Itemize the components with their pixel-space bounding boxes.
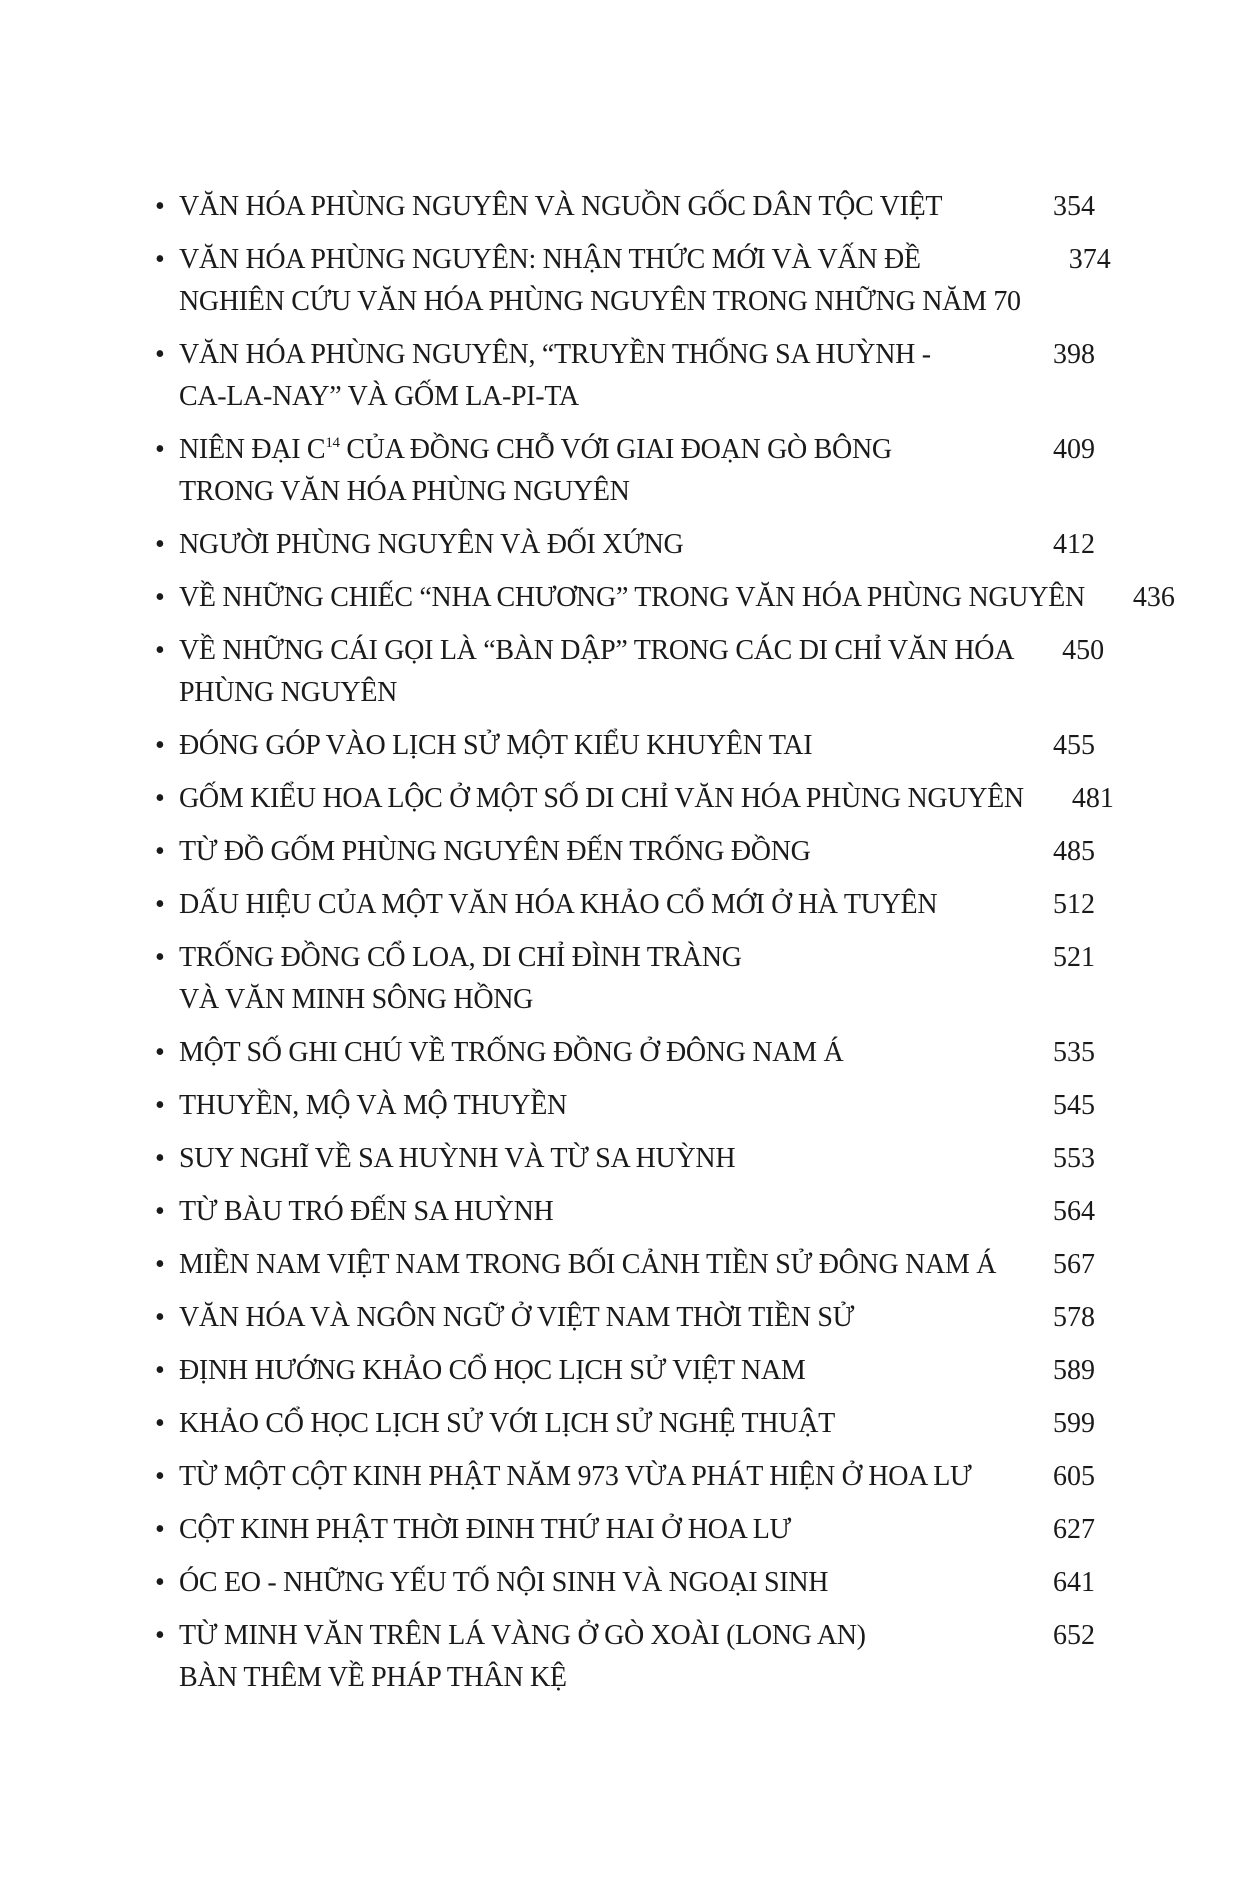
toc-entry-page-number: 553 [1053,1143,1095,1174]
bullet-icon: • [155,635,165,666]
toc-entry-title-line: KHẢO CỔ HỌC LỊCH SỬ VỚI LỊCH SỬ NGHỆ THUẬT [179,1408,835,1439]
toc-entry-page-number: 521 [1053,942,1095,973]
bullet-icon: • [155,836,165,867]
toc-entry [155,630,1105,714]
title-text: CỦA ĐỒNG CHỖ VỚI GIAI ĐOẠN GÒ BÔNG [339,434,892,465]
toc-entry-page-number: 409 [1053,434,1095,465]
bullet-icon: • [155,244,165,275]
bullet-icon: • [155,1408,165,1439]
toc-entry-title-line: BÀN THÊM VỀ PHÁP THÂN KỆ [179,1662,567,1693]
toc-entry-page-number: 450 [1062,635,1105,666]
toc-entry-title-line: VĂN HÓA PHÙNG NGUYÊN, “TRUYỀN THỐNG SA HUỲNH - [179,339,931,370]
bullet-icon: • [155,1143,165,1174]
toc-entry-title-line: ĐÓNG GÓP VÀO LỊCH SỬ MỘT KIỂU KHUYÊN TAI [179,730,813,761]
toc-entry-page-number: 567 [1053,1249,1095,1280]
toc-entry-page-number: 545 [1053,1090,1095,1121]
bullet-icon: • [155,1196,165,1227]
toc-entry [155,577,1175,619]
bullet-icon: • [155,1514,165,1545]
toc-entry-title [179,429,1005,513]
bullet-icon: • [155,1037,165,1068]
toc-entry-title-line: TỪ BÀU TRÓ ĐẾN SA HUỲNH [179,1196,554,1227]
bullet-icon: • [155,1620,165,1651]
toc-entry-title [179,1350,1005,1392]
toc-entry-page-number: 599 [1053,1408,1095,1439]
toc-entry [155,831,1095,873]
bullet-icon: • [155,191,165,222]
toc-entry-title [179,725,1005,767]
toc-entry-page-number: 374 [1068,244,1111,275]
bullet-icon: • [155,434,165,465]
superscript: 14 [325,435,340,451]
toc-entry-title-line: VỀ NHỮNG CÁI GỌI LÀ “BÀN DẬP” TRONG CÁC DI CHỈ VĂN HÓA [179,635,1015,666]
toc-entry [155,1615,1095,1699]
bullet-icon: • [155,1567,165,1598]
bullet-icon: • [155,1249,165,1280]
toc-entry-title-line: PHÙNG NGUYÊN [179,677,398,708]
toc-entry-title [179,778,1024,820]
toc-entry [155,1085,1095,1127]
toc-entry-title [179,1615,1005,1699]
toc-entry [155,1138,1095,1180]
toc-entry-title-line: TRONG VĂN HÓA PHÙNG NGUYÊN [179,476,630,507]
toc-entry-title-line: VỀ NHỮNG CHIẾC “NHA CHƯƠNG” TRONG VĂN HÓA PHÙNG NGUYÊN [179,582,1085,613]
toc-entry-title [179,1562,1005,1604]
toc-entry [155,778,1114,820]
toc-entry [155,1562,1095,1604]
toc-entry-title [179,334,1005,418]
toc-entry [155,186,1095,228]
toc-entry-title-line: VÀ VĂN MINH SÔNG HỒNG [179,984,534,1015]
toc-entry-title-line: TỪ MỘT CỘT KINH PHẬT NĂM 973 VỪA PHÁT HIỆN Ở HOA LƯ [179,1461,972,1492]
toc-entry-page-number: 412 [1053,529,1095,560]
toc-entry-page-number: 627 [1053,1514,1095,1545]
toc-entry-title [179,1403,1005,1445]
toc-entry-title [179,1138,1005,1180]
toc-entry [155,524,1095,566]
toc-entry [155,1191,1095,1233]
toc-entry-page-number: 455 [1053,730,1095,761]
toc-entry-page-number: 652 [1053,1620,1095,1651]
toc-entry-title-line: TỪ MINH VĂN TRÊN LÁ VÀNG Ở GÒ XOÀI (LONG AN) [179,1620,866,1651]
bullet-icon: • [155,1090,165,1121]
toc-entry-title-line: NGƯỜI PHÙNG NGUYÊN VÀ ĐỐI XỨNG [179,529,684,560]
bullet-icon: • [155,783,165,814]
bullet-icon: • [155,889,165,920]
bullet-icon: • [155,339,165,370]
title-text: NIÊN ĐẠI C [179,434,326,465]
toc-entry-page-number: 481 [1071,783,1114,814]
toc-entry-title [179,1297,1005,1339]
toc-entry-page-number: 436 [1132,582,1175,613]
toc-entry-title [179,1085,1005,1127]
toc-entry-page-number: 535 [1053,1037,1095,1068]
toc-entry-page-number: 605 [1053,1461,1095,1492]
bullet-icon: • [155,529,165,560]
bullet-icon: • [155,942,165,973]
toc-entry-title [179,1032,1005,1074]
toc-entry-title [179,239,1021,323]
toc-entry-title [179,524,1005,566]
toc-entry-title-line: DẤU HIỆU CỦA MỘT VĂN HÓA KHẢO CỔ MỚI Ở HÀ TUYÊN [179,889,938,920]
toc-entry-title-line: NGHIÊN CỨU VĂN HÓA PHÙNG NGUYÊN TRONG NHỮNG NĂM 70 [179,286,1021,317]
toc-entry-title [179,1244,1005,1286]
toc-entry-title-line: SUY NGHĨ VỀ SA HUỲNH VÀ TỪ SA HUỲNH [179,1143,736,1174]
toc-entry [155,1509,1095,1551]
toc-entry-page-number: 398 [1053,339,1095,370]
toc-entry-title-line: CỘT KINH PHẬT THỜI ĐINH THỨ HAI Ở HOA LƯ [179,1514,791,1545]
bullet-icon: • [155,582,165,613]
toc-entry [155,239,1111,323]
toc-entry [155,429,1095,513]
toc-entry-title [179,577,1085,619]
toc-entry-title [179,1456,1005,1498]
toc-entry-title-line: MIỀN NAM VIỆT NAM TRONG BỐI CẢNH TIỀN SỬ ĐÔNG NAM Á [179,1249,997,1280]
toc-entry-title-line: VĂN HÓA PHÙNG NGUYÊN VÀ NGUỒN GỐC DÂN TỘC VIỆT [179,191,943,222]
toc-entry-title-line: ĐỊNH HƯỚNG KHẢO CỔ HỌC LỊCH SỬ VIỆT NAM [179,1355,806,1386]
toc-entry-title [179,1509,1005,1551]
toc-entry-page-number: 641 [1053,1567,1095,1598]
toc-entry-title-line: CA-LA-NAY” VÀ GỐM LA-PI-TA [179,381,579,412]
toc-entry-page-number: 564 [1053,1196,1095,1227]
toc-entry-title-line: GỐM KIỂU HOA LỘC Ở MỘT SỐ DI CHỈ VĂN HÓA PHÙNG NGUYÊN [179,783,1024,814]
toc-entry-title-line: MỘT SỐ GHI CHÚ VỀ TRỐNG ĐỒNG Ở ĐÔNG NAM Á [179,1037,844,1068]
toc-entry [155,1403,1095,1445]
toc-entry-page-number: 512 [1053,889,1095,920]
toc-entry-page-number: 589 [1053,1355,1095,1386]
toc-entry-title [179,630,1014,714]
bullet-icon: • [155,1302,165,1333]
toc-entry-page-number: 354 [1053,191,1095,222]
toc-entry-title [179,937,1005,1021]
toc-entry-title [179,1191,1005,1233]
toc-entry-title-line: THUYỀN, MỘ VÀ MỘ THUYỀN [179,1090,567,1121]
toc-entry-page-number: 485 [1053,836,1095,867]
toc-entry [155,1297,1095,1339]
toc-entry [155,884,1095,926]
bullet-icon: • [155,1461,165,1492]
table-of-contents [155,186,1175,1710]
bullet-icon: • [155,1355,165,1386]
toc-entry [155,725,1095,767]
toc-entry-page-number: 578 [1053,1302,1095,1333]
toc-entry [155,334,1095,418]
bullet-icon: • [155,730,165,761]
toc-entry [155,1032,1095,1074]
toc-entry [155,937,1095,1021]
toc-entry-title [179,884,1005,926]
toc-entry-title [179,186,1005,228]
toc-entry-title [179,831,1005,873]
toc-entry-title-line [179,429,1005,471]
toc-entry-title-line: TRỐNG ĐỒNG CỔ LOA, DI CHỈ ĐÌNH TRÀNG [179,942,742,973]
toc-entry-title-line: ÓC EO - NHỮNG YẾU TỐ NỘI SINH VÀ NGOẠI SINH [179,1567,829,1598]
toc-entry-title-line: VĂN HÓA VÀ NGÔN NGỮ Ở VIỆT NAM THỜI TIỀN SỬ [179,1302,855,1333]
toc-entry [155,1244,1095,1286]
toc-entry [155,1350,1095,1392]
toc-entry-title-line: VĂN HÓA PHÙNG NGUYÊN: NHẬN THỨC MỚI VÀ VẤN ĐỀ [179,244,921,275]
toc-entry [155,1456,1095,1498]
toc-entry-title-line: TỪ ĐỒ GỐM PHÙNG NGUYÊN ĐẾN TRỐNG ĐỒNG [179,836,811,867]
